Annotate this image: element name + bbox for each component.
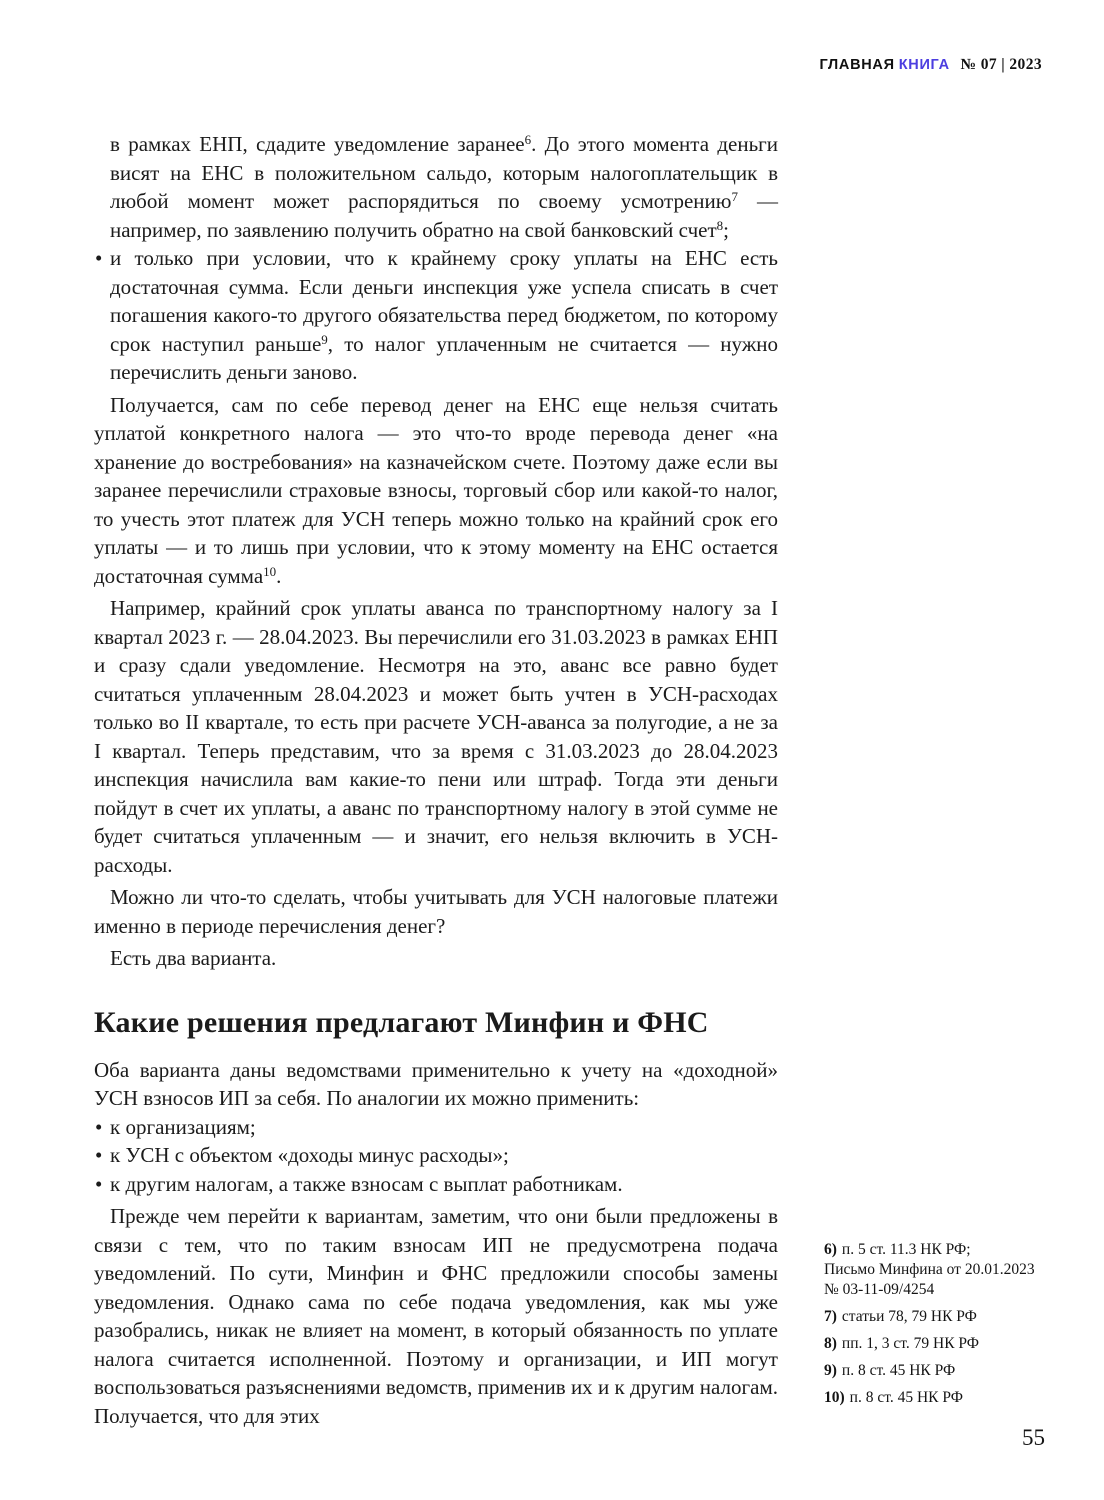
footnote-number: 9) bbox=[824, 1362, 837, 1379]
magazine-logo-kniga: КНИГА bbox=[898, 57, 950, 73]
bullet-marker: • bbox=[95, 1171, 103, 1196]
list-item-continued bbox=[94, 130, 778, 244]
list-item-text: к другим налогам, а также взносам с выплат работникам. bbox=[110, 1171, 623, 1196]
paragraph: Оба варианта даны ведомствами применительно к учету на «доходной» УСН взносов ИП за себя. По аналогии их можно применить: bbox=[94, 1057, 778, 1110]
list-item bbox=[94, 1113, 778, 1142]
page-number: 55 bbox=[1022, 1425, 1045, 1450]
footnote bbox=[824, 1334, 1052, 1354]
footnotes-sidebar bbox=[824, 1240, 1052, 1415]
footnote-number: 8) bbox=[824, 1335, 837, 1352]
page-header bbox=[819, 56, 1042, 74]
article-body bbox=[94, 130, 778, 1430]
footnote-number: 6) bbox=[824, 1241, 837, 1258]
list-item-text: в рамках ЕНП, сдадите уведомление заранее$^6$. До этого момента деньги висят на ЕНС в положительном сальдо, которым налогоплательщик в любой момент может распорядиться по своему усмотрению$^7$ — например, по заявлению получить обратно на свой банковский счет$^8$; bbox=[110, 132, 779, 242]
list-item bbox=[94, 1170, 778, 1199]
footnote-text: п. 8 ст. 45 НК РФ bbox=[849, 1389, 963, 1406]
bullet-marker: • bbox=[95, 246, 103, 270]
footnote-number: 7) bbox=[824, 1308, 837, 1325]
list-item bbox=[94, 1141, 778, 1170]
footnote bbox=[824, 1240, 1052, 1300]
list-item-text: к организациям; bbox=[110, 1114, 256, 1139]
footnote-text: статьи 78, 79 НК РФ bbox=[841, 1308, 977, 1325]
list-item-text: к УСН с объектом «доходы минус расходы»; bbox=[110, 1143, 509, 1167]
paragraph: Например, крайний срок уплаты аванса по транспортному налогу за I квартал 2023 г. — 28.04.2023. Вы перечислили его 31.03.2023 в рамках ЕНП и сразу сдали уведомление. Несмотря на это, аванс все равно будет считаться уплаченным 28.04.2023 и может быть учтен в УСН-расходах только во II квартале, то есть при расчете УСН-аванса за полугодие, а не за I квартал. Теперь представим, что за время с 31.03.2023 до 28.04.2023 инспекция начислила вам какие-то пени или штраф. Тогда эти деньги пойдут в счет их уплаты, а аванс по транспортному налогу в этой сумме не будет считаться уплаченным — и значит, его нельзя включить в УСН-расходы. bbox=[94, 596, 778, 877]
footnote-number: 10) bbox=[824, 1389, 845, 1406]
paragraph: Прежде чем перейти к вариантам, заметим, что они были предложены в связи с тем, что по таким взносам ИП не предусмотрена подача уведомлений. По сути, Минфин и ФНС предложили способы замены уведомления. Однако сама по себе подача уведомления, как мы уже разобрались, никак не влияет на момент, в который обязанность по уплате налога считается исполненной. Поэтому и организации, и ИП могут воспользоваться разъяснениями ведомств, применив их и к другим налогам. Получается, что для этих bbox=[94, 1204, 778, 1428]
list-item-text: и только при условии, что к крайнему сроку уплаты на ЕНС есть достаточная сумма. Если деньги инспекция уже успела списать в счет погашения какого-то другого обязательства перед бюджетом, по которому срок наступил раньше$^9$, то налог уплаченным не считается — нужно перечислить деньги заново. bbox=[110, 246, 779, 384]
paragraph: Можно ли что-то сделать, чтобы учитывать для УСН налоговые платежи именно в периоде перечисления денег? bbox=[94, 885, 778, 938]
bullet-marker: • bbox=[95, 1114, 103, 1139]
footnote-text: пп. 1, 3 ст. 79 НК РФ bbox=[841, 1335, 980, 1352]
list-item bbox=[94, 244, 778, 387]
paragraph: Есть два варианта. bbox=[110, 946, 277, 970]
footnote-text: п. 8 ст. 45 НК РФ bbox=[841, 1362, 956, 1379]
footnote bbox=[824, 1307, 1052, 1327]
paragraph: Получается, сам по себе перевод денег на ЕНС еще нельзя считать уплатой конкретного налога — это что-то вроде перевода денег «на хранение до востребования» на казначейском счете. Поэтому даже если вы заранее перечислили страховые взносы, торговый сбор или какой-то налог, то учесть этот платеж для УСН теперь можно только на крайний срок его уплаты — и то лишь при условии, что к этому моменту на ЕНС остается достаточная сумма$^{10}$. bbox=[94, 392, 778, 588]
footnote bbox=[824, 1388, 1052, 1408]
footnote bbox=[824, 1361, 1052, 1381]
issue-number: № 07 | 2023 bbox=[960, 56, 1042, 73]
bullet-marker: • bbox=[95, 1143, 103, 1167]
footnote-text: п. 5 ст. 11.3 НК РФ; Письмо Минфина от 20.01.2023 № 03-11-09/4254 bbox=[824, 1241, 1035, 1298]
magazine-logo-glavnaya: ГЛАВНАЯ bbox=[819, 57, 895, 73]
section-heading: Какие решения предлагают Минфин и ФНС bbox=[94, 1005, 709, 1039]
